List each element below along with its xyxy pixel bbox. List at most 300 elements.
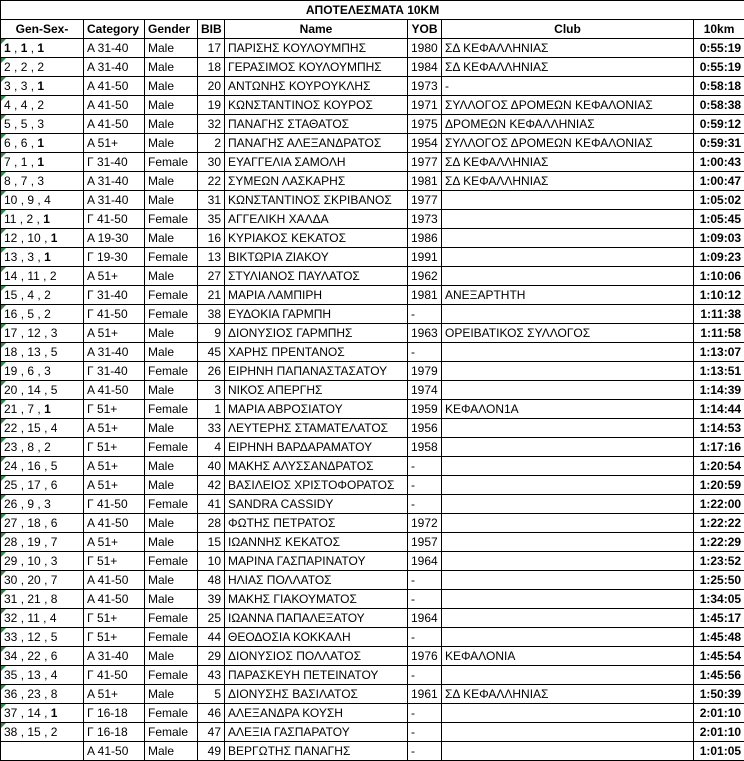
sex-position: 3 xyxy=(44,497,51,511)
table-row xyxy=(1,248,744,267)
cell-gender: Male xyxy=(145,381,198,400)
cell-name: ΜΑΚΗΣ ΑΛΥΣΣΑΝΔΡΑΤΟΣ xyxy=(225,457,408,476)
cell-club xyxy=(442,533,694,552)
gen-position: 31 xyxy=(4,592,17,606)
gen-position: 16 xyxy=(4,307,17,321)
cell-yob: 1973 xyxy=(408,77,442,96)
gen-position: 35 xyxy=(4,668,17,682)
gen-position: 22 xyxy=(4,421,17,435)
cell-time: 1:00:47 xyxy=(694,172,744,191)
cell-gen-sex: 8 , 7 , 3 xyxy=(1,172,84,191)
gen-position: 28 xyxy=(4,535,17,549)
cell-category: Α 31-40 xyxy=(84,647,145,666)
sex-position: 5 xyxy=(51,459,58,473)
cell-gender: Male xyxy=(145,685,198,704)
cell-yob: 1963 xyxy=(408,324,442,343)
table-row xyxy=(1,419,744,438)
table-row xyxy=(1,533,744,552)
cell-club xyxy=(442,343,694,362)
category-position: 11 xyxy=(27,269,39,283)
sex-position: 2 xyxy=(44,440,51,454)
gen-position: 18 xyxy=(4,345,17,359)
sex-position: 6 xyxy=(51,649,58,663)
cell-bib: 28 xyxy=(198,514,225,533)
header-time: 10km xyxy=(694,20,744,39)
cell-time: 1:22:29 xyxy=(694,533,744,552)
table-row xyxy=(1,229,744,248)
category-position: 14 xyxy=(27,706,40,720)
cell-gender: Male xyxy=(145,324,198,343)
cell-club xyxy=(442,495,694,514)
sex-position: 6 xyxy=(51,478,58,492)
category-position: 20 xyxy=(27,573,40,587)
sex-position: 1 xyxy=(44,402,51,416)
cell-name: ΑΛΕΞΑΝΔΡΑ ΚΟΥΣΗ xyxy=(225,704,408,723)
cell-gen-sex: 32 , 11 , 4 xyxy=(1,609,84,628)
category-position: 6 xyxy=(21,136,28,150)
cell-yob: - xyxy=(408,704,442,723)
category-position: 14 xyxy=(27,383,40,397)
cell-name: ΙΩΑΝΝΗΣ ΚΕΚΑΤΟΣ xyxy=(225,533,408,552)
gen-position: 27 xyxy=(4,516,17,530)
cell-bib: 13 xyxy=(198,248,225,267)
table-row xyxy=(1,115,744,134)
sex-position: 5 xyxy=(51,345,58,359)
cell-yob: 1964 xyxy=(408,609,442,628)
cell-club xyxy=(442,381,694,400)
category-position: 9 xyxy=(27,193,34,207)
table-row xyxy=(1,134,744,153)
cell-category: Γ 41-50 xyxy=(84,495,145,514)
cell-name: ΘΕΟΔΟΣΙΑ ΚΟΚΚΑΛΗ xyxy=(225,628,408,647)
cell-time: 1:23:52 xyxy=(694,552,744,571)
cell-club: ΣΔ ΚΕΦΑΛΛΗΝΙΑΣ xyxy=(442,153,694,172)
cell-gen-sex: 37 , 14 , 1 xyxy=(1,704,84,723)
cell-category: Α 51+ xyxy=(84,476,145,495)
cell-name: ΕΙΡΗΝΗ ΒΑΡΔΑΡΑΜΑΤΟΥ xyxy=(225,438,408,457)
cell-yob: 1984 xyxy=(408,58,442,77)
header-category: Category xyxy=(84,20,145,39)
table-row xyxy=(1,704,744,723)
gen-position: 5 xyxy=(4,117,11,131)
cell-gen-sex: 17 , 12 , 3 xyxy=(1,324,84,343)
gen-position: 2 xyxy=(4,60,11,74)
cell-gen-sex: 35 , 13 , 4 xyxy=(1,666,84,685)
category-position: 13 xyxy=(27,345,40,359)
cell-name: ΕΥΑΓΓΕΛΙΑ ΣΑΜΟΛΗ xyxy=(225,153,408,172)
cell-yob: 1986 xyxy=(408,229,442,248)
table-row xyxy=(1,77,744,96)
cell-gender: Male xyxy=(145,77,198,96)
cell-gender: Male xyxy=(145,267,198,286)
cell-category: Α 51+ xyxy=(84,267,145,286)
cell-club xyxy=(442,590,694,609)
cell-yob: 1977 xyxy=(408,153,442,172)
cell-bib: 44 xyxy=(198,628,225,647)
cell-gender: Male xyxy=(145,647,198,666)
category-position: 6 xyxy=(27,364,34,378)
cell-bib: 10 xyxy=(198,552,225,571)
sex-position: 1 xyxy=(44,250,51,264)
cell-club: ΣΥΛΛΟΓΟΣ ΔΡΟΜΕΩΝ ΚΕΦΑΛΟΝΙΑΣ xyxy=(442,134,694,153)
cell-yob: - xyxy=(408,742,442,761)
cell-bib: 43 xyxy=(198,666,225,685)
gen-position: 8 xyxy=(4,174,11,188)
table-row xyxy=(1,210,744,229)
cell-time: 0:58:38 xyxy=(694,96,744,115)
cell-gen-sex: 22 , 15 , 4 xyxy=(1,419,84,438)
cell-time: 1:10:06 xyxy=(694,267,744,286)
table-row xyxy=(1,647,744,666)
cell-gender: Male xyxy=(145,96,198,115)
cell-time: 1:45:48 xyxy=(694,628,744,647)
cell-name: ΚΩΝΣΤΑΝΤΙΝΟΣ ΚΟΥΡΟΣ xyxy=(225,96,408,115)
cell-category: Α 41-50 xyxy=(84,381,145,400)
cell-gen-sex: 3 , 3 , 1 xyxy=(1,77,84,96)
cell-club: ΣΔ ΚΕΦΑΛΛΗΝΙΑΣ xyxy=(442,172,694,191)
cell-category: Γ 51+ xyxy=(84,552,145,571)
cell-gen-sex: 20 , 14 , 5 xyxy=(1,381,84,400)
cell-gen-sex: 13 , 3 , 1 xyxy=(1,248,84,267)
cell-name: ΜΑΡΙΝΑ ΓΑΣΠΑΡΙΝΑΤΟΥ xyxy=(225,552,408,571)
table-row xyxy=(1,39,744,58)
cell-category: Α 31-40 xyxy=(84,58,145,77)
cell-gen-sex: 5 , 5 , 3 xyxy=(1,115,84,134)
category-position: 16 xyxy=(27,459,40,473)
cell-bib: 5 xyxy=(198,685,225,704)
table-row xyxy=(1,438,744,457)
cell-name: ΚΩΝΣΤΑΝΤΙΝΟΣ ΣΚΡΙΒΑΝΟΣ xyxy=(225,191,408,210)
cell-gender: Female xyxy=(145,438,198,457)
gen-position: 11 xyxy=(4,212,16,226)
cell-time: 1:20:54 xyxy=(694,457,744,476)
cell-club xyxy=(442,419,694,438)
gen-position: 23 xyxy=(4,440,17,454)
cell-club: ΚΕΦΑΛΟΝ1Α xyxy=(442,400,694,419)
cell-bib: 48 xyxy=(198,571,225,590)
cell-club xyxy=(442,552,694,571)
gen-position: 10 xyxy=(4,193,17,207)
cell-category: Α 51+ xyxy=(84,533,145,552)
cell-bib: 47 xyxy=(198,723,225,742)
cell-name: ΔΙΟΝΥΣΙΟΣ ΠΟΛΛΑΤΟΣ xyxy=(225,647,408,666)
cell-club xyxy=(442,609,694,628)
category-position: 15 xyxy=(27,725,40,739)
table-row xyxy=(1,476,744,495)
cell-name: ΒΕΡΓΩΤΗΣ ΠΑΝΑΓΗΣ xyxy=(225,742,408,761)
cell-category: Α 41-50 xyxy=(84,96,145,115)
cell-name: ΦΩΤΗΣ ΠΕΤΡΑΤΟΣ xyxy=(225,514,408,533)
gen-position: 20 xyxy=(4,383,17,397)
table-row xyxy=(1,742,744,761)
header-name: Name xyxy=(225,20,408,39)
header-gender: Gender xyxy=(145,20,198,39)
cell-gen-sex: 19 , 6 , 3 xyxy=(1,362,84,381)
cell-time: 1:45:17 xyxy=(694,609,744,628)
sex-position: 3 xyxy=(37,174,44,188)
sex-position: 8 xyxy=(51,687,58,701)
cell-gen-sex: 33 , 12 , 5 xyxy=(1,628,84,647)
cell-gen-sex xyxy=(1,742,84,761)
cell-bib: 25 xyxy=(198,609,225,628)
cell-club: - xyxy=(442,77,694,96)
cell-gen-sex: 24 , 16 , 5 xyxy=(1,457,84,476)
table-row xyxy=(1,685,744,704)
cell-bib: 30 xyxy=(198,153,225,172)
category-position: 22 xyxy=(27,649,40,663)
gen-position: 4 xyxy=(4,98,11,112)
sex-position: 2 xyxy=(44,307,51,321)
cell-time: 1:25:50 xyxy=(694,571,744,590)
cell-gen-sex: 30 , 20 , 7 xyxy=(1,571,84,590)
cell-bib: 9 xyxy=(198,324,225,343)
cell-bib: 39 xyxy=(198,590,225,609)
cell-name: ΔΙΟΝΥΣΙΟΣ ΓΑΡΜΠΗΣ xyxy=(225,324,408,343)
cell-time: 1:14:39 xyxy=(694,381,744,400)
cell-gen-sex: 15 , 4 , 2 xyxy=(1,286,84,305)
table-row xyxy=(1,153,744,172)
cell-gen-sex: 34 , 22 , 6 xyxy=(1,647,84,666)
gen-position: 13 xyxy=(4,250,17,264)
cell-gender: Female xyxy=(145,666,198,685)
cell-time: 1:20:59 xyxy=(694,476,744,495)
cell-gender: Male xyxy=(145,39,198,58)
cell-bib: 18 xyxy=(198,58,225,77)
cell-gen-sex: 36 , 23 , 8 xyxy=(1,685,84,704)
cell-time: 1:00:43 xyxy=(694,153,744,172)
cell-gender: Female xyxy=(145,704,198,723)
sex-position: 3 xyxy=(44,364,51,378)
cell-club xyxy=(442,628,694,647)
cell-category: Γ 19-30 xyxy=(84,248,145,267)
cell-bib: 22 xyxy=(198,172,225,191)
cell-yob: 1958 xyxy=(408,438,442,457)
cell-gender: Male xyxy=(145,742,198,761)
sex-position: 7 xyxy=(51,535,58,549)
cell-category: Γ 41-50 xyxy=(84,210,145,229)
cell-time: 1:14:53 xyxy=(694,419,744,438)
cell-bib: 19 xyxy=(198,96,225,115)
header-row xyxy=(1,20,744,39)
category-position: 10 xyxy=(27,554,40,568)
cell-time: 0:55:19 xyxy=(694,58,744,77)
table-row xyxy=(1,552,744,571)
cell-club xyxy=(442,514,694,533)
category-position: 3 xyxy=(21,79,28,93)
cell-yob: - xyxy=(408,628,442,647)
table-row xyxy=(1,267,744,286)
cell-gender: Female xyxy=(145,723,198,742)
cell-name: ΠΑΡΙΣΗΣ ΚΟΥΛΟΥΜΠΗΣ xyxy=(225,39,408,58)
category-position: 18 xyxy=(27,516,40,530)
sex-position: 5 xyxy=(51,383,58,397)
cell-yob: 1976 xyxy=(408,647,442,666)
cell-category: Γ 16-18 xyxy=(84,704,145,723)
sex-position: 1 xyxy=(37,136,44,150)
sex-position: 1 xyxy=(51,706,58,720)
cell-bib: 16 xyxy=(198,229,225,248)
cell-club xyxy=(442,248,694,267)
category-position: 4 xyxy=(27,288,34,302)
cell-club xyxy=(442,723,694,742)
cell-yob: - xyxy=(408,305,442,324)
cell-category: Γ 31-40 xyxy=(84,362,145,381)
sex-position: 3 xyxy=(51,554,58,568)
cell-bib: 20 xyxy=(198,77,225,96)
cell-name: ΣΥΜΕΩΝ ΛΑΣΚΑΡΗΣ xyxy=(225,172,408,191)
cell-yob: 1973 xyxy=(408,210,442,229)
cell-gender: Female xyxy=(145,495,198,514)
cell-club xyxy=(442,210,694,229)
cell-yob: 1959 xyxy=(408,400,442,419)
cell-time: 1:34:05 xyxy=(694,590,744,609)
cell-name: ΕΥΔΟΚΙΑ ΓΑΡΜΠΗ xyxy=(225,305,408,324)
category-position: 23 xyxy=(27,687,40,701)
cell-gen-sex: 28 , 19 , 7 xyxy=(1,533,84,552)
cell-yob: 1961 xyxy=(408,685,442,704)
cell-category: Α 41-50 xyxy=(84,571,145,590)
cell-club xyxy=(442,305,694,324)
cell-gender: Male xyxy=(145,419,198,438)
cell-gen-sex: 27 , 18 , 6 xyxy=(1,514,84,533)
gen-position: 12 xyxy=(4,231,17,245)
table-row xyxy=(1,305,744,324)
sex-position: 2 xyxy=(44,288,51,302)
gen-position: 34 xyxy=(4,649,17,663)
cell-club xyxy=(442,457,694,476)
gen-position: 30 xyxy=(4,573,17,587)
sex-position: 3 xyxy=(51,326,58,340)
cell-category: Α 41-50 xyxy=(84,590,145,609)
cell-yob: - xyxy=(408,457,442,476)
table-row xyxy=(1,172,744,191)
gen-position: 26 xyxy=(4,497,17,511)
category-position: 12 xyxy=(27,630,40,644)
cell-club: ΔΡΟΜΕΩΝ ΚΕΦΑΛΛΗΝΙΑΣ xyxy=(442,115,694,134)
cell-gen-sex: 1 , 1 , 1 xyxy=(1,39,84,58)
header-gen-sex: Gen-Sex- xyxy=(1,20,84,39)
cell-category: Γ 51+ xyxy=(84,400,145,419)
sex-position: 2 xyxy=(37,98,44,112)
cell-time: 1:14:44 xyxy=(694,400,744,419)
cell-bib: 33 xyxy=(198,419,225,438)
cell-bib: 35 xyxy=(198,210,225,229)
page-title: ΑΠΟΤΕΛΕΣΜΑΤΑ 10ΚΜ xyxy=(1,1,744,20)
table-row xyxy=(1,400,744,419)
gen-position: 17 xyxy=(4,326,17,340)
table-row xyxy=(1,286,744,305)
cell-time: 1:22:22 xyxy=(694,514,744,533)
sex-position: 4 xyxy=(44,193,51,207)
cell-club: ΚΕΦΑΛΟΝΙΑ xyxy=(442,647,694,666)
cell-category: Α 31-40 xyxy=(84,343,145,362)
cell-gender: Female xyxy=(145,362,198,381)
cell-bib: 17 xyxy=(198,39,225,58)
sex-position: 1 xyxy=(37,41,44,55)
cell-time: 1:10:12 xyxy=(694,286,744,305)
cell-gen-sex: 6 , 6 , 1 xyxy=(1,134,84,153)
cell-category: Α 41-50 xyxy=(84,514,145,533)
cell-bib: 42 xyxy=(198,476,225,495)
cell-gender: Male xyxy=(145,514,198,533)
cell-time: 1:05:45 xyxy=(694,210,744,229)
cell-time: 1:45:56 xyxy=(694,666,744,685)
cell-name: ΜΑΚΗΣ ΓΙΑΚΟΥΜΑΤΟΣ xyxy=(225,590,408,609)
category-position: 7 xyxy=(27,402,34,416)
cell-yob: 1956 xyxy=(408,419,442,438)
gen-position: 29 xyxy=(4,554,17,568)
cell-yob: 1964 xyxy=(408,552,442,571)
cell-category: Γ 51+ xyxy=(84,609,145,628)
cell-club xyxy=(442,229,694,248)
gen-position: 36 xyxy=(4,687,17,701)
category-position: 2 xyxy=(21,60,28,74)
cell-bib: 49 xyxy=(198,742,225,761)
gen-position: 32 xyxy=(4,611,17,625)
category-position: 7 xyxy=(21,174,28,188)
table-row xyxy=(1,514,744,533)
cell-gender: Male xyxy=(145,571,198,590)
cell-name: ΕΙΡΗΝΗ ΠΑΠΑΝΑΣΤΑΣΑΤΟΥ xyxy=(225,362,408,381)
cell-gen-sex: 25 , 17 , 6 xyxy=(1,476,84,495)
cell-club: ΣΥΛΛΟΓΟΣ ΔΡΟΜΕΩΝ ΚΕΦΑΛΟΝΙΑΣ xyxy=(442,96,694,115)
category-position: 10 xyxy=(27,231,40,245)
cell-yob: 1979 xyxy=(408,362,442,381)
cell-yob: - xyxy=(408,571,442,590)
gen-position: 24 xyxy=(4,459,17,473)
table-row xyxy=(1,96,744,115)
cell-club xyxy=(442,742,694,761)
cell-category: Α 51+ xyxy=(84,457,145,476)
cell-yob: - xyxy=(408,476,442,495)
cell-time: 0:59:31 xyxy=(694,134,744,153)
table-row xyxy=(1,457,744,476)
cell-gender: Male xyxy=(145,343,198,362)
cell-gender: Male xyxy=(145,58,198,77)
cell-yob: 1957 xyxy=(408,533,442,552)
category-position: 1 xyxy=(21,41,28,55)
cell-yob: - xyxy=(408,343,442,362)
cell-name: ΗΛΙΑΣ ΠΟΛΛΑΤΟΣ xyxy=(225,571,408,590)
cell-gen-sex: 7 , 1 , 1 xyxy=(1,153,84,172)
cell-name: ΔΙΟΝΥΣΗΣ ΒΑΣΙΛΑΤΟΣ xyxy=(225,685,408,704)
cell-yob: 1981 xyxy=(408,172,442,191)
cell-bib: 31 xyxy=(198,191,225,210)
gen-position: 19 xyxy=(4,364,17,378)
header-bib: BIB xyxy=(198,20,225,39)
cell-bib: 38 xyxy=(198,305,225,324)
cell-bib: 26 xyxy=(198,362,225,381)
category-position: 2 xyxy=(26,212,33,226)
cell-time: 1:05:02 xyxy=(694,191,744,210)
category-position: 13 xyxy=(27,668,40,682)
gen-position: 1 xyxy=(4,41,11,55)
table-row xyxy=(1,666,744,685)
cell-bib: 21 xyxy=(198,286,225,305)
cell-bib: 41 xyxy=(198,495,225,514)
gen-position: 33 xyxy=(4,630,17,644)
category-position: 17 xyxy=(27,478,40,492)
category-position: 9 xyxy=(27,497,34,511)
cell-yob: - xyxy=(408,495,442,514)
cell-gender: Female xyxy=(145,248,198,267)
cell-time: 1:17:16 xyxy=(694,438,744,457)
cell-name: ΙΩΑΝΝΑ ΠΑΠΑΛΕΞΑΤΟΥ xyxy=(225,609,408,628)
gen-position: 7 xyxy=(4,155,11,169)
cell-gender: Female xyxy=(145,153,198,172)
cell-category: Γ 41-50 xyxy=(84,666,145,685)
cell-time: 2:01:10 xyxy=(694,723,744,742)
